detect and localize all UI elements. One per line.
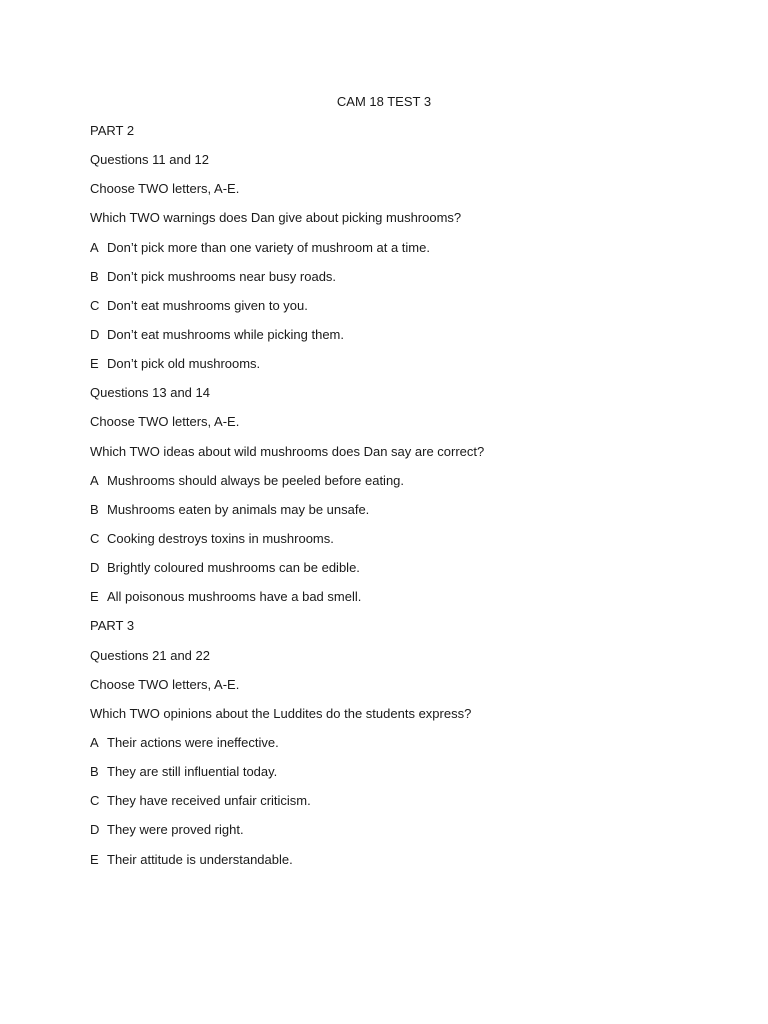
option-text: Mushrooms should always be peeled before eating. (107, 472, 405, 488)
answer-option (90, 820, 710, 840)
option-text: Their actions were ineffective. (107, 734, 279, 750)
answer-option (90, 500, 710, 520)
answer-option (90, 850, 710, 870)
option-text: Don’t pick mushrooms near busy roads. (107, 268, 337, 284)
answer-option (90, 471, 710, 491)
option-letter: B (90, 764, 99, 780)
option-letter: A (90, 472, 99, 488)
option-letter: E (90, 356, 99, 372)
section-heading-part-2: PART 2 (90, 123, 135, 138)
section-heading-part-3: PART 3 (90, 618, 135, 634)
instruction-text: Choose TWO letters, A-E. (90, 676, 240, 692)
question-group-heading: Questions 21 and 22 (90, 647, 210, 663)
option-text: Their attitude is understandable. (107, 851, 293, 867)
option-text: Don’t pick more than one variety of mushroom at a time. (107, 239, 430, 255)
question-text: Which TWO ideas about wild mushrooms does Dan say are correct? (90, 443, 485, 459)
question-group-heading: Questions 13 and 14 (90, 385, 210, 401)
answer-option (90, 325, 710, 345)
answer-option (90, 354, 710, 374)
answer-option (90, 733, 710, 753)
option-text: Cooking destroys toxins in mushrooms. (107, 530, 334, 546)
answer-option (90, 529, 710, 549)
option-text: Brightly coloured mushrooms can be edible. (107, 560, 360, 576)
question-text: Which TWO warnings does Dan give about picking mushrooms? (90, 210, 462, 226)
option-letter: C (90, 530, 100, 546)
answer-option (90, 762, 710, 782)
option-letter: E (90, 851, 99, 867)
answer-option (90, 267, 710, 287)
option-letter: C (90, 297, 100, 313)
answer-option (90, 238, 710, 258)
option-text: All poisonous mushrooms have a bad smell. (107, 589, 362, 605)
question-group-heading: Questions 11 and 12 (90, 152, 210, 168)
option-letter: D (90, 326, 100, 342)
document-body (90, 121, 710, 879)
option-text: Don’t pick old mushrooms. (107, 356, 261, 372)
option-text: They were proved right. (107, 822, 244, 838)
answer-option (90, 791, 710, 811)
question-text: Which TWO opinions about the Luddites do the students express? (90, 705, 472, 721)
option-letter: D (90, 560, 100, 576)
option-letter: D (90, 822, 100, 838)
option-letter: A (90, 734, 99, 750)
instruction-text: Choose TWO letters, A-E. (90, 414, 240, 430)
document-title: CAM 18 TEST 3 (336, 94, 432, 109)
option-letter: C (90, 793, 100, 809)
option-text: Don’t eat mushrooms while picking them. (107, 326, 344, 342)
option-text: They are still influential today. (107, 764, 278, 780)
answer-option (90, 296, 710, 316)
answer-option (90, 558, 710, 578)
option-text: Don’t eat mushrooms given to you. (107, 297, 308, 313)
option-letter: E (90, 589, 99, 605)
instruction-text: Choose TWO letters, A-E. (90, 181, 240, 197)
answer-option (90, 587, 710, 607)
option-text: Mushrooms eaten by animals may be unsafe. (107, 501, 370, 517)
option-letter: A (90, 239, 99, 255)
option-letter: B (90, 268, 99, 284)
option-letter: B (90, 501, 99, 517)
option-text: They have received unfair criticism. (107, 793, 311, 809)
